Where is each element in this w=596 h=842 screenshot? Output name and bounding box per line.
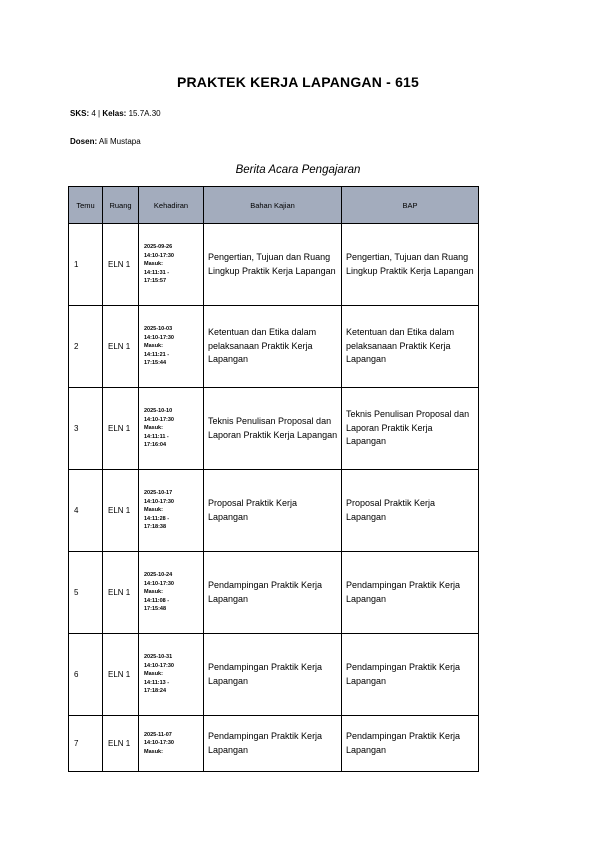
column-header-ruang: Ruang <box>103 187 139 224</box>
kehadiran-line: 2025-11-07 <box>144 731 172 738</box>
table-row <box>69 634 479 716</box>
kehadiran-line: 14:11:08 - <box>144 597 170 604</box>
section-subtitle: Berita Acara Pengajaran <box>235 164 361 176</box>
temu-cell: 6 <box>69 634 103 716</box>
kehadiran-line: 17:15:57 <box>144 278 167 285</box>
kehadiran-line: 2025-10-10 <box>144 408 173 415</box>
bap-cell: Pendampingan Praktik Kerja Lapangan <box>342 552 479 634</box>
bap-cell: Pendampingan Praktik Kerja Lapangan <box>342 634 479 716</box>
kehadiran-line: 14:10-17:30 <box>144 580 174 587</box>
kelas-label: Kelas: <box>102 109 127 118</box>
bap-cell: Pendampingan Praktik Kerja Lapangan <box>342 716 479 772</box>
bahan-kajian-cell: Ketentuan dan Etika dalam pelaksanaan Praktik Kerja Lapangan <box>204 306 342 388</box>
table-row <box>69 552 479 634</box>
kehadiran-line: 14:11:21 - <box>144 351 170 358</box>
column-header-bap: BAP <box>342 187 479 224</box>
kehadiran-cell <box>139 634 204 716</box>
kehadiran-line: 14:11:31 - <box>144 269 170 276</box>
ruang-cell: ELN 1 <box>103 552 139 634</box>
kehadiran-line: 14:10-17:30 <box>144 662 174 669</box>
table-row <box>69 470 479 552</box>
temu-cell: 4 <box>69 470 103 552</box>
kelas-value: 15.7A.30 <box>126 109 161 118</box>
kehadiran-line: Masuk: <box>144 589 163 596</box>
dosen-value: Ali Mustapa <box>97 137 141 146</box>
sks-value: 4 | <box>89 109 103 118</box>
table-row <box>69 716 479 772</box>
bahan-kajian-cell: Pengertian, Tujuan dan Ruang Lingkup Praktik Kerja Lapangan <box>204 224 342 306</box>
sks-label: SKS: <box>70 109 90 118</box>
bap-cell: Ketentuan dan Etika dalam pelaksanaan Praktik Kerja Lapangan <box>342 306 479 388</box>
kehadiran-line: Masuk: <box>144 671 163 678</box>
temu-cell: 1 <box>69 224 103 306</box>
bahan-kajian-cell: Pendampingan Praktik Kerja Lapangan <box>204 716 342 772</box>
lecturer-info <box>70 137 141 146</box>
kehadiran-line: 2025-10-17 <box>144 490 173 497</box>
kehadiran-line: 14:10-17:30 <box>144 252 174 259</box>
bap-cell: Pengertian, Tujuan dan Ruang Lingkup Praktik Kerja Lapangan <box>342 224 479 306</box>
bahan-kajian-cell: Proposal Praktik Kerja Lapangan <box>204 470 342 552</box>
table-row <box>69 224 479 306</box>
kehadiran-cell <box>139 470 204 552</box>
kehadiran-line: Masuk: <box>144 261 163 268</box>
kehadiran-cell <box>139 224 204 306</box>
table-row <box>69 388 479 470</box>
bap-cell: Proposal Praktik Kerja Lapangan <box>342 470 479 552</box>
kehadiran-line: 17:15:48 <box>144 606 167 613</box>
dosen-label: Dosen: <box>70 137 98 146</box>
bahan-kajian-cell: Pendampingan Praktik Kerja Lapangan <box>204 552 342 634</box>
kehadiran-cell <box>139 306 204 388</box>
temu-cell: 3 <box>69 388 103 470</box>
temu-cell: 2 <box>69 306 103 388</box>
kehadiran-line: 2025-10-03 <box>144 326 173 333</box>
kehadiran-line: 17:16:04 <box>144 442 167 449</box>
kehadiran-cell <box>139 716 204 772</box>
ruang-cell: ELN 1 <box>103 388 139 470</box>
table-body <box>69 224 479 772</box>
kehadiran-line: 14:11:28 - <box>144 515 170 522</box>
kehadiran-line: 14:10-17:30 <box>144 416 174 423</box>
kehadiran-line: 14:10-17:30 <box>144 334 174 341</box>
kehadiran-line: Masuk: <box>144 343 163 350</box>
kehadiran-line: 2025-09-26 <box>144 244 173 251</box>
ruang-cell: ELN 1 <box>103 470 139 552</box>
kehadiran-line: Masuk: <box>144 748 163 755</box>
column-header-temu: Temu <box>69 187 103 224</box>
table-row <box>69 306 479 388</box>
kehadiran-line: 14:11:11 - <box>144 433 169 440</box>
bap-table <box>68 186 479 772</box>
ruang-cell: ELN 1 <box>103 634 139 716</box>
kehadiran-line: 14:10-17:30 <box>144 498 174 505</box>
kehadiran-line: 17:18:24 <box>144 688 167 695</box>
kehadiran-line: 2025-10-31 <box>144 654 173 661</box>
bahan-kajian-cell: Pendampingan Praktik Kerja Lapangan <box>204 634 342 716</box>
ruang-cell: ELN 1 <box>103 224 139 306</box>
course-info <box>70 109 161 118</box>
kehadiran-line: Masuk: <box>144 425 163 432</box>
kehadiran-cell <box>139 552 204 634</box>
kehadiran-line: Masuk: <box>144 507 163 514</box>
kehadiran-line: 17:18:38 <box>144 524 167 531</box>
temu-cell: 7 <box>69 716 103 772</box>
ruang-cell: ELN 1 <box>103 306 139 388</box>
temu-cell: 5 <box>69 552 103 634</box>
kehadiran-line: 14:11:13 - <box>144 679 170 686</box>
bahan-kajian-cell: Teknis Penulisan Proposal dan Laporan Praktik Kerja Lapangan <box>204 388 342 470</box>
column-header-bahan-kajian: Bahan Kajian <box>204 187 342 224</box>
kehadiran-cell <box>139 388 204 470</box>
column-header-kehadiran: Kehadiran <box>139 187 204 224</box>
table-header-row <box>69 187 479 224</box>
kehadiran-line: 14:10-17:30 <box>144 740 174 747</box>
page-title: PRAKTEK KERJA LAPANGAN - 615 <box>176 74 420 90</box>
kehadiran-line: 2025-10-24 <box>144 572 173 579</box>
kehadiran-line: 17:15:44 <box>144 360 167 367</box>
ruang-cell: ELN 1 <box>103 716 139 772</box>
bap-cell: Teknis Penulisan Proposal dan Laporan Praktik Kerja Lapangan <box>342 388 479 470</box>
